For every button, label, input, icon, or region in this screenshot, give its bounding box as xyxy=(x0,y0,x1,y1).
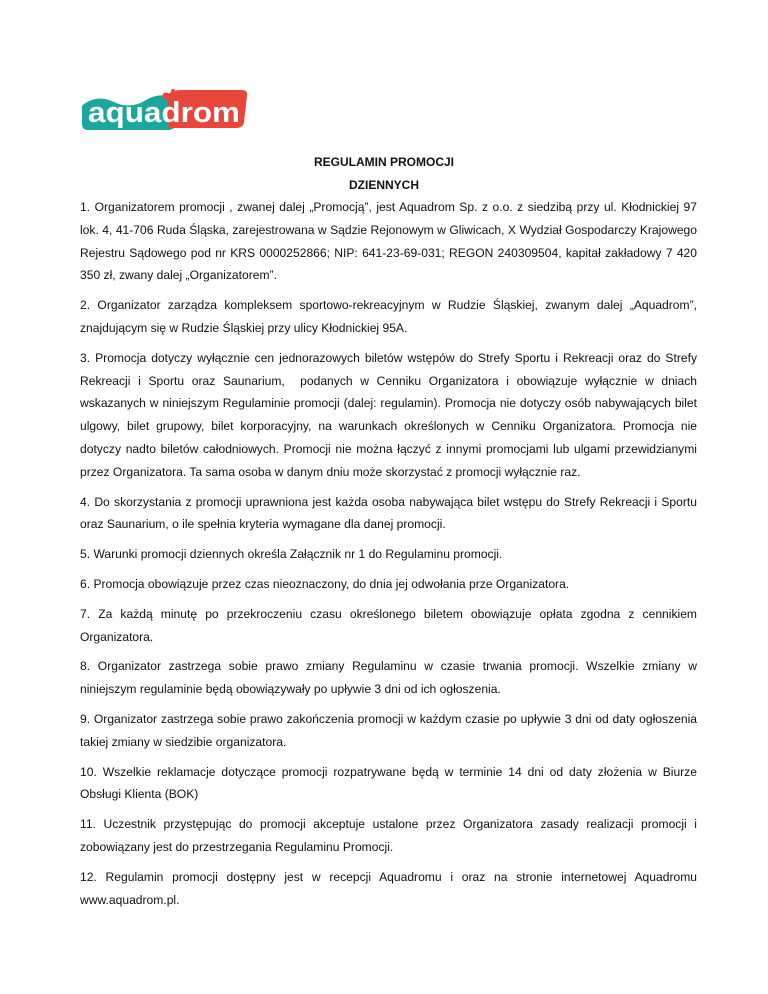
heading-line-2: DZIENNYCH xyxy=(348,178,419,192)
paragraph-3: 3. Promocja dotyczy wyłącznie cen jednorazowych biletów wstępów do Strefy Sportu i Rekreacji oraz do Strefy Rekreacji i Sportu oraz Saunarium, podanych w Cenniku Organizatora i obowiązuje wyłącznie w dniach wskazanych w niniejszym Regulaminie promocji (dalej: regulamin). Promocja nie dotyczy osób nabywających bilet ulgowy, bilet grupowy, bilet korporacyjny, na warunkach określonych w Cenniku Organizatora. Promocja nie dotyczy nadto biletów całodniowych. Promocji nie można łączyć z innymi promocjami lub ulgami przewidzianymi przez Organizatora. Ta sama osoba w danym dniu może skorzystać z promocji wyłącznie raz. xyxy=(80,350,701,479)
paragraph-6: 6. Promocja obowiązuje przez czas nieoznaczony, do dnia jej odwołania prze Organizatora. xyxy=(80,576,570,591)
paragraph-8: 8. Organizator zastrzega sobie prawo zmiany Regulaminu w czasie trwania promocji. Wszelkie zmiany w niniejszym regulaminie będą obowiązywały po upływie 3 dni od ich ogłoszenia. xyxy=(80,659,701,697)
logo-bubble-small xyxy=(171,89,175,93)
paragraph-7: 7. Za każdą minutę po przekroczeniu czasu określonego biletem obowiązuje opłata zgodna z cennikiem Organizatora. xyxy=(80,606,701,644)
paragraph-10: 10. Wszelkie reklamacje dotyczące promocji rozpatrywane będą w terminie 14 dni od daty złożenia w Biurze Obsługi Klienta (BOK) xyxy=(80,764,701,802)
paragraph-11: 11. Uczestnik przystępując do promocji akceptuje ustalone przez Organizatora zasady realizacji promocji i zobowiązany jest do przestrzegania Regulaminu Promocji. xyxy=(80,817,701,854)
regulations-body xyxy=(80,196,701,918)
paragraph-5: 5. Warunki promocji dziennych określa Załącznik nr 1 do Regulaminu promocji. xyxy=(80,547,503,562)
paragraph-9: 9. Organizator zastrzega sobie prawo zakończenia promocji w każdym czasie po upływie 3 dni od daty ogłoszenia takiej zmiany w siedzibie organizatora. xyxy=(80,711,701,749)
paragraph-4: 4. Do skorzystania z promocji uprawniona jest każda osoba nabywająca bilet wstępu do Strefy Rekreacji i Sportu oraz Saunarium, o ile spełnia kryteria wymagane dla danej promocji. xyxy=(80,494,701,532)
aquadrom-logo xyxy=(80,88,250,130)
logo-wordmark: aquadrom xyxy=(88,97,240,129)
heading-line-1: REGULAMIN PROMOCJI xyxy=(313,155,454,169)
paragraph-12: 12. Regulamin promocji dostępny jest w recepcji Aquadromu i oraz na stronie internetowej Aquadromu www.aquadrom.pl. xyxy=(80,869,701,907)
document-heading xyxy=(0,151,768,197)
paragraph-2: 2. Organizator zarządza kompleksem sportowo-rekreacyjnym w Rudzie Śląskiej, zwanym dalej „Aquadrom”, znajdującym się w Rudzie Śląskiej przy ulicy Kłodnickiej 95A. xyxy=(80,298,701,335)
paragraph-1: 1. Organizatorem promocji , zwanej dalej „Promocją”, jest Aquadrom Sp. z o.o. z siedzibą przy ul. Kłodnickiej 97 lok. 4, 41-706 Ruda Śląska, zarejestrowana w Sądzie Rejonowym w Gliwicach, X Wydział Gospodarczy Krajowego Rejestru Sądowego pod nr KRS 0000252866; NIP: 641-23-69-031; REGON 240309504, kapitał zakładowy 7 420 350 zł, zwany dalej „Organizatorem”. xyxy=(80,200,701,283)
